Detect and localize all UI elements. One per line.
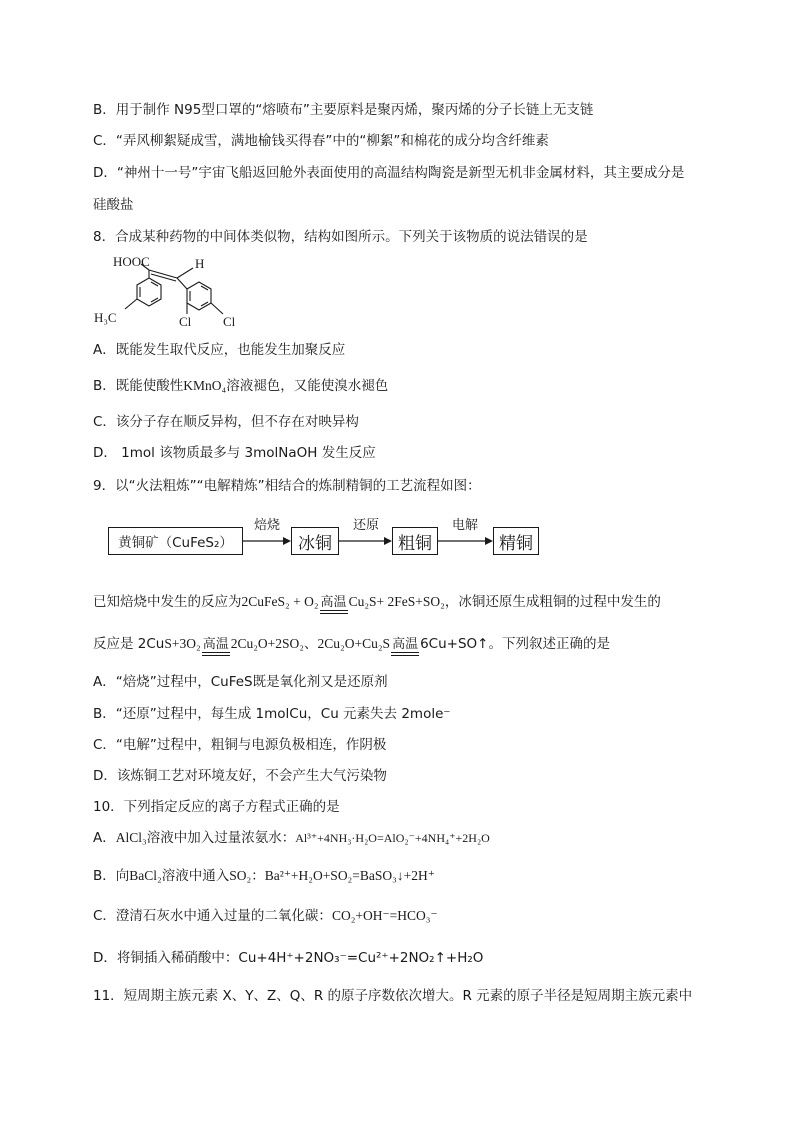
flow-arrow-1 bbox=[243, 535, 291, 547]
flow-arrow-2 bbox=[339, 535, 392, 547]
high-temp-condition-2 bbox=[202, 638, 230, 656]
flow-box-chalcopyrite: 黄铜矿（CuFeS₂） bbox=[108, 527, 243, 555]
option-10b-equation: ：Ba²⁺+H₂O+SO₂=BaSO₃↓+2H⁺ bbox=[251, 868, 435, 883]
option-d-ceramic: D．“神州十一号”宇宙飞船返回舱外表面使用的高温结构陶瓷是新型无机非金属材料，其主要成分是 bbox=[93, 165, 685, 181]
kmno4-formula: KMnO₄ bbox=[183, 378, 227, 393]
high-temp-condition-3 bbox=[391, 638, 419, 656]
option-9a-end: 既是氧化剂又是还原剂 bbox=[252, 674, 388, 690]
arrow-label-roast: 焙烧 bbox=[253, 518, 280, 533]
left-benzene-ring bbox=[137, 278, 161, 306]
reaction-products-2: 6Cu+SO bbox=[420, 636, 478, 652]
option-9b: B．“还原”过程中，每生成 1molCu，Cu 元素失去 2mole⁻ bbox=[93, 706, 451, 722]
option-c-catkin: C．“弄风柳絮疑成雪，满地榆钱买得春”中的“柳絮”和棉花的成分均含纤维素 bbox=[93, 133, 549, 149]
arrow-label-reduce: 还原 bbox=[352, 518, 379, 533]
molecule-structure bbox=[93, 254, 253, 330]
reaction-prefix: 反应是 2Cu bbox=[93, 636, 165, 652]
option-10c-text: C．澄清石灰水中通入过量的二氧化碳： bbox=[93, 908, 332, 924]
flow-box-refined-copper: 精铜 bbox=[493, 527, 539, 555]
known-reaction-line bbox=[93, 592, 661, 614]
option-9c: C．“电解”过程中，粗铜与电源负极相连，作阴极 bbox=[93, 737, 387, 753]
option-10b-mid: 溶液中通入 bbox=[161, 868, 230, 884]
bacl2-formula: BaCl₂ bbox=[129, 868, 162, 883]
h-label: H bbox=[195, 256, 205, 271]
question-8-stem: 8．合成某种药物的中间体类似物，结构如图所示。下列关于该物质的说法错误的是 bbox=[93, 229, 588, 245]
option-10a-mid: 溶液中加入过量浓氨水： bbox=[146, 830, 296, 846]
option-10c bbox=[93, 906, 438, 926]
cooh-label: HOOC bbox=[113, 254, 150, 269]
reaction-mid: S+3O₂ bbox=[164, 636, 201, 651]
option-8b-suffix: 溶液褪色，又能使溴水褪色 bbox=[226, 378, 389, 394]
option-8b-prefix: B．既能使酸性 bbox=[93, 378, 184, 394]
known-suffix: ，冰铜还原生成粗铜的过程中发生的 bbox=[444, 594, 661, 610]
option-d-continuation: 硅酸盐 bbox=[93, 197, 134, 213]
option-10a bbox=[93, 828, 490, 848]
option-8d: D． 1mol 该物质最多与 3molNaOH 发生反应 bbox=[93, 445, 376, 461]
condition-label: 高温 bbox=[392, 637, 419, 652]
so2-formula: SO₂ bbox=[229, 868, 252, 883]
equals-bar bbox=[391, 652, 419, 656]
reaction-end: ↑。下列叙述正确的是 bbox=[477, 636, 610, 652]
question-10-stem: 10．下列指定反应的离子方程式正确的是 bbox=[93, 799, 340, 815]
cl-label-2: Cl bbox=[223, 314, 236, 329]
condition-label: 高温 bbox=[320, 595, 347, 610]
option-b-n95: B．用于制作 N95型口罩的“熔喷布”主要原料是聚丙烯，聚丙烯的分子长链上无支链 bbox=[93, 102, 594, 118]
high-temp-condition-1 bbox=[320, 596, 348, 614]
option-8b bbox=[93, 376, 388, 396]
reduction-reaction-line bbox=[93, 634, 610, 656]
roast-reactants: 2CuFeS₂ + O₂ bbox=[241, 594, 319, 609]
option-9d: D．该炼铜工艺对环境友好，不会产生大气污染物 bbox=[93, 768, 387, 784]
option-10a-equation: Al³⁺+4NH₃·H₂O=AlO₂⁻+4NH₄⁺+2H₂O bbox=[295, 831, 490, 845]
arrow-label-electrolysis: 电解 bbox=[451, 518, 478, 533]
option-8c: C．该分子存在顺反异构，但不存在对映异构 bbox=[93, 414, 359, 430]
option-10b bbox=[93, 866, 435, 886]
option-10c-equation: CO₂+OH⁻=HCO₃⁻ bbox=[331, 908, 438, 923]
flow-box-crude-copper: 粗铜 bbox=[392, 527, 438, 555]
roast-products: Cu₂S+ 2FeS+SO₂ bbox=[348, 594, 445, 609]
option-10b-prefix: B．向 bbox=[93, 868, 130, 884]
option-9a-text: A．“焙烧”过程中，CuFeS bbox=[93, 674, 253, 690]
cl-label-1: Cl bbox=[179, 314, 192, 329]
question-9-stem: 9．以“火法粗炼”“电解精炼”相结合的炼制精铜的工艺流程如图： bbox=[93, 478, 481, 494]
question-11-stem: 11．短周期主族元素 X、Y、Z、Q、R 的原子序数依次增大。R 元素的原子半径是短周期主族元素中 bbox=[93, 988, 693, 1004]
reaction-products-1: 2Cu₂O+2SO₂、2Cu₂O+Cu₂S bbox=[230, 636, 391, 651]
flow-arrow-3 bbox=[438, 535, 493, 547]
option-8a: A．既能发生取代反应，也能发生加聚反应 bbox=[93, 342, 346, 358]
known-prefix: 已知焙烧中发生的反应为 bbox=[93, 594, 242, 610]
condition-label: 高温 bbox=[202, 637, 229, 652]
option-9a bbox=[93, 672, 388, 692]
flow-box-matte: 冰铜 bbox=[291, 527, 339, 555]
equals-bar bbox=[320, 610, 348, 614]
option-10a-prefix: A． bbox=[93, 830, 116, 846]
alcl3-formula: AlCl₃ bbox=[115, 830, 147, 845]
right-benzene-ring bbox=[187, 282, 211, 310]
option-10d: D．将铜插入稀硝酸中：Cu+4H⁺+2NO₃⁻=Cu²⁺+2NO₂↑+H₂O bbox=[93, 950, 484, 966]
ch3-label: H₃C bbox=[94, 310, 117, 325]
equals-bar bbox=[202, 652, 230, 656]
